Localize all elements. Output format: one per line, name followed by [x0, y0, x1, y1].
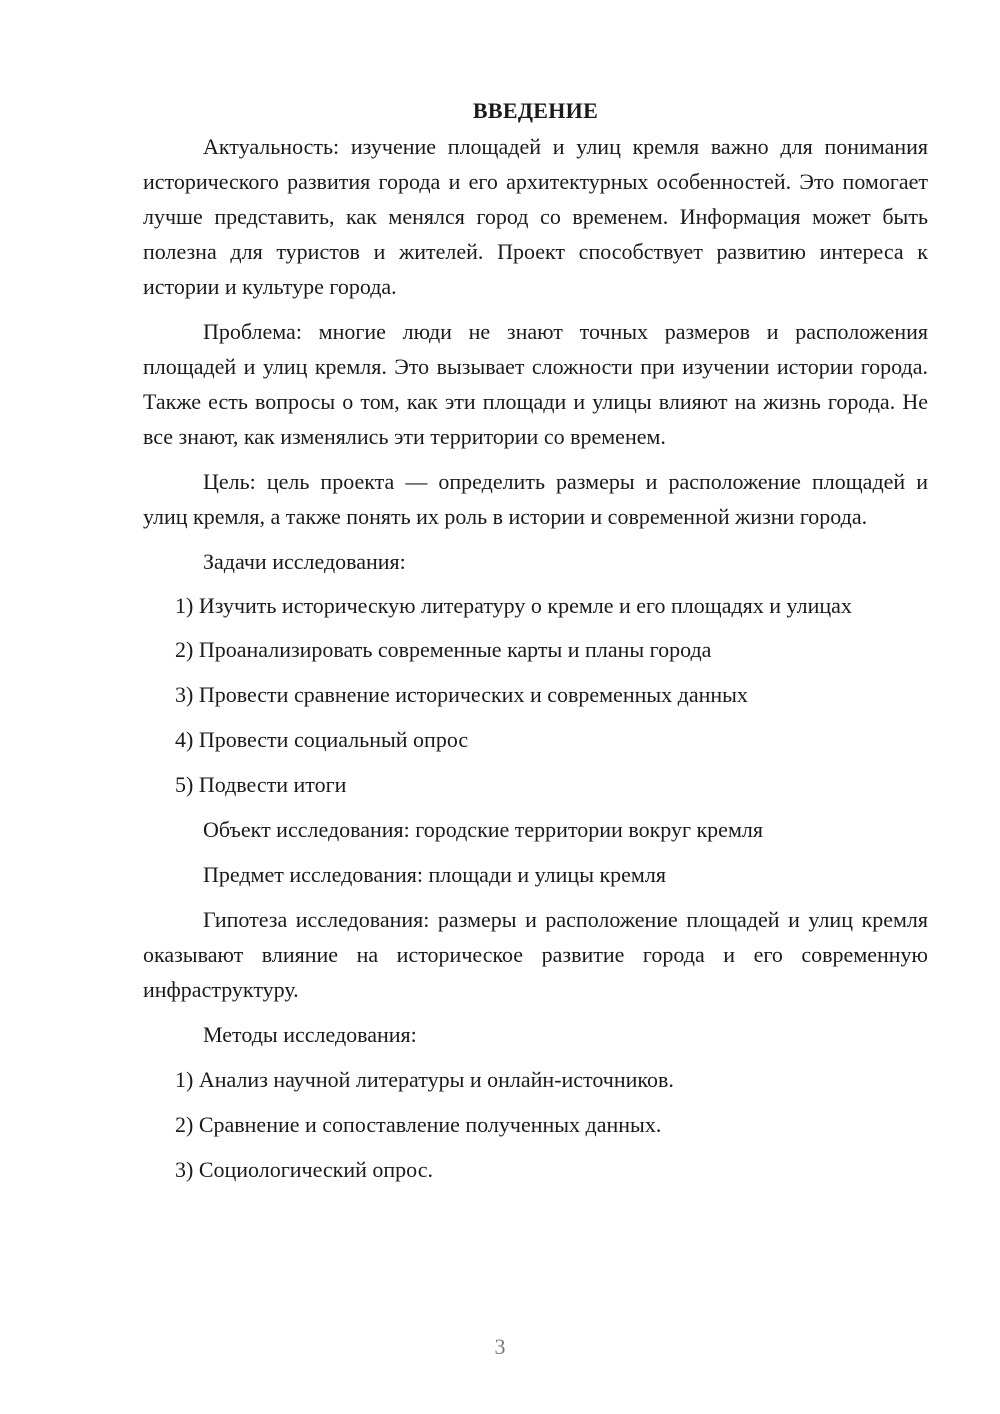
section-heading: ВВЕДЕНИЕ	[472, 98, 599, 123]
goal-paragraph: Цель: цель проекта — определить размеры и расположение площадей и улиц кремля, а также понять их роль в истории и современной жизни города.	[143, 469, 928, 529]
hypothesis-paragraph: Гипотеза исследования: размеры и расположение площадей и улиц кремля оказывают влияние на историческое развитие города и его современную инфраструктуру.	[143, 907, 928, 1002]
task-item-4: 4) Провести социальный опрос	[175, 727, 469, 752]
task-item-1: 1) Изучить историческую литературу о кремле и его площадях и улицах	[175, 593, 852, 618]
task-item-2: 2) Проанализировать современные карты и планы города	[175, 637, 712, 662]
document-page	[143, 95, 928, 1197]
actuality-paragraph: Актуальность: изучение площадей и улиц кремля важно для понимания исторического развития города и его архитектурных особенностей. Это помогает лучше представить, как менялся город со временем. Информация может быть полезна для туристов и жителей. Проект способствует развитию интереса к истории и культуре города.	[143, 134, 928, 299]
object-paragraph: Объект исследования: городские территории вокруг кремля	[203, 817, 763, 842]
method-item-1: 1) Анализ научной литературы и онлайн-источников.	[175, 1067, 674, 1092]
method-item-3: 3) Социологический опрос.	[175, 1157, 433, 1182]
method-item-2: 2) Сравнение и сопоставление полученных данных.	[175, 1112, 662, 1137]
methods-title: Методы исследования:	[203, 1022, 417, 1047]
problem-paragraph: Проблема: многие люди не знают точных размеров и расположения площадей и улиц кремля. Это вызывает сложности при изучении истории города. Также есть вопросы о том, как эти площади и улицы влияют на жизнь города. Не все знают, как изменялись эти территории со временем.	[143, 319, 928, 449]
subject-paragraph: Предмет исследования: площади и улицы кремля	[203, 862, 666, 887]
task-item-5: 5) Подвести итоги	[175, 772, 347, 797]
task-item-3: 3) Провести сравнение исторических и современных данных	[175, 682, 748, 707]
page-number: 3	[494, 1334, 506, 1359]
tasks-title: Задачи исследования:	[203, 549, 406, 574]
